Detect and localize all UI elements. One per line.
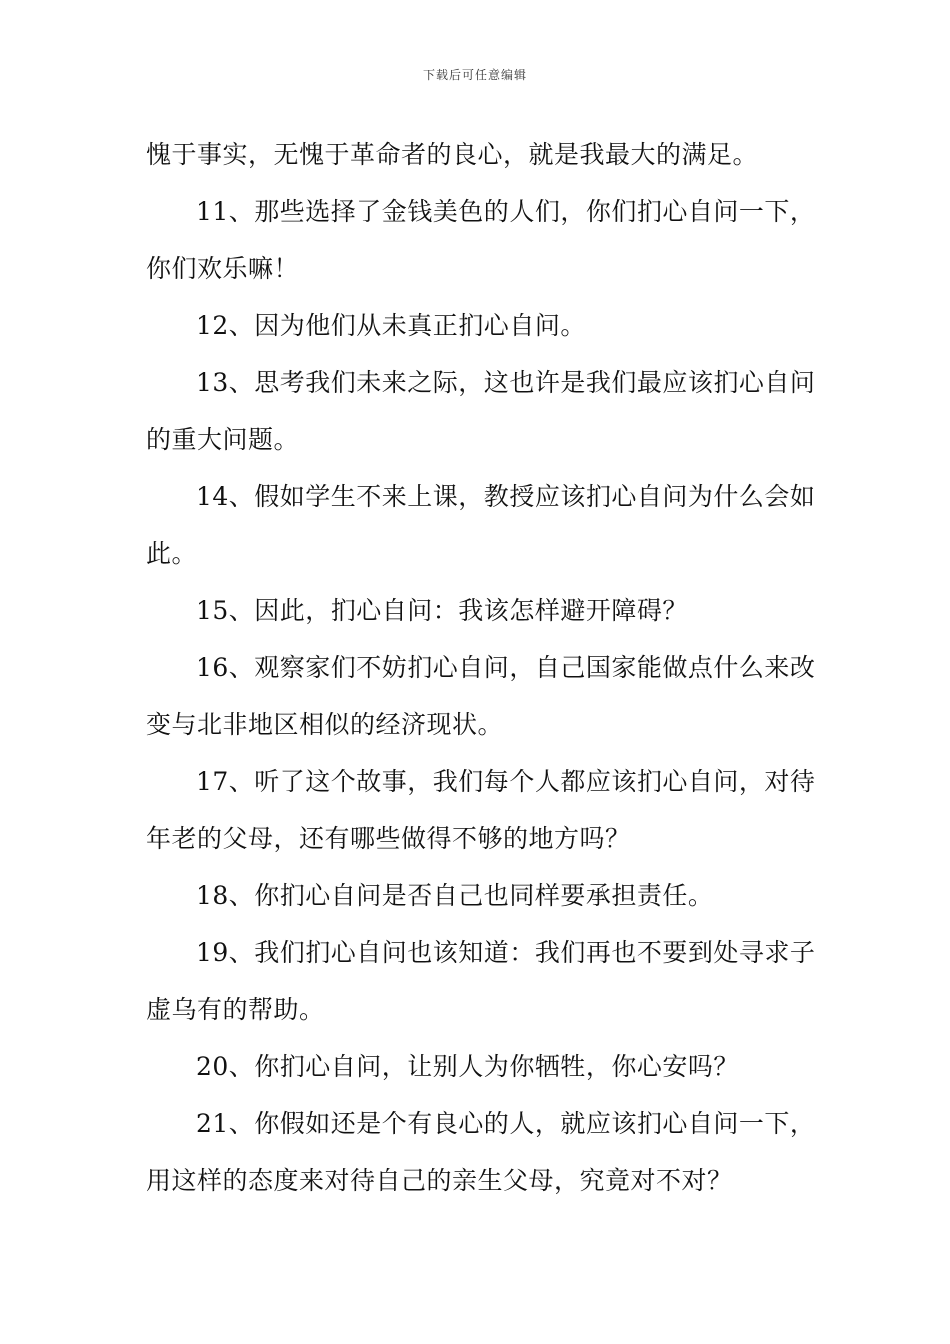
- document-body: [146, 126, 816, 1209]
- paragraph-14: 14、假如学生不来上课，教授应该扪心自问为什么会如此。: [146, 482, 816, 568]
- paragraph-19: 19、我们扪心自问也该知道：我们再也不要到处寻求子虚乌有的帮助。: [146, 938, 816, 1024]
- paragraph-17: 17、听了这个故事，我们每个人都应该扪心自问，对待年老的父母，还有哪些做得不够的地方吗？: [146, 767, 816, 853]
- paragraph-13: 13、思考我们未来之际，这也许是我们最应该扪心自问的重大问题。: [146, 368, 816, 454]
- paragraph-15: 15、因此，扪心自问：我该怎样避开障碍？: [196, 596, 688, 625]
- paragraph-18: 18、你扪心自问是否自己也同样要承担责任。: [196, 881, 714, 910]
- paragraph-16: 16、观察家们不妨扪心自问，自己国家能做点什么来改变与北非地区相似的经济现状。: [146, 653, 816, 739]
- page-header: 下载后可任意编辑: [422, 68, 527, 82]
- paragraph-11: 11、那些选择了金钱美色的人们，你们扪心自问一下，你们欢乐嘛！: [146, 197, 816, 283]
- paragraph-21: 21、你假如还是个有良心的人，就应该扪心自问一下，用这样的态度来对待自己的亲生父母，究竟对不对？: [146, 1109, 816, 1195]
- paragraph-12: 12、因为他们从未真正扪心自问。: [196, 311, 586, 340]
- paragraph-20: 20、你扪心自问，让别人为你牺牲，你心安吗？: [196, 1052, 739, 1081]
- paragraph-continuation: 愧于事实，无愧于革命者的良心，就是我最大的满足。: [146, 140, 759, 169]
